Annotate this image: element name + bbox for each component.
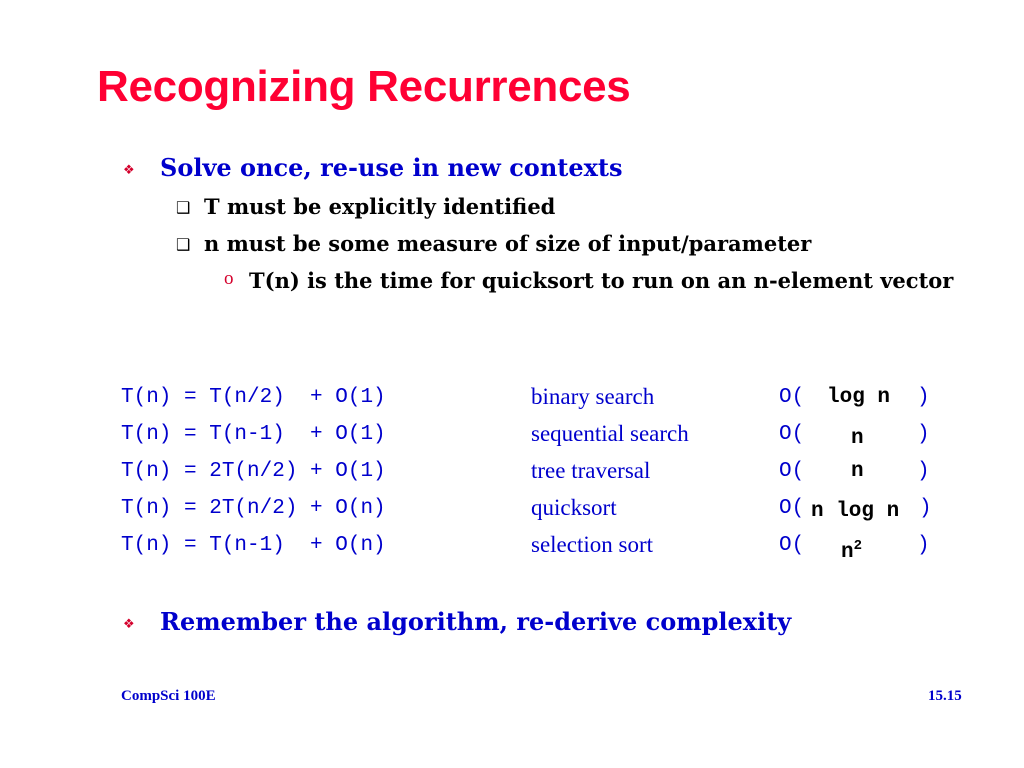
- bullet-remember-algorithm: Remember the algorithm, re-derive complexity: [160, 607, 792, 636]
- table-row: [0, 458, 1024, 494]
- algorithm-name: sequential search: [531, 421, 689, 446]
- algorithm-name: binary search: [531, 384, 655, 409]
- complexity: O( n log n ): [779, 497, 932, 523]
- bullet-quicksort-time: T(n) is the time for quicksort to run on an n-element vector: [249, 268, 954, 293]
- algorithm-name: tree traversal: [531, 458, 651, 483]
- bullet-solve-once: Solve once, re-use in new contexts: [160, 153, 623, 182]
- bullet-n-measure: n must be some measure of size of input/parameter: [204, 231, 812, 256]
- algorithm-name: selection sort: [531, 532, 653, 557]
- complexity: O( n ): [779, 423, 930, 450]
- table-row: [0, 384, 1024, 420]
- footer-course: CompSci 100E: [121, 688, 216, 704]
- table-row: [0, 532, 1024, 568]
- footer-page-number: 15.15: [928, 688, 962, 704]
- diamond-bullet-icon: ❖: [123, 163, 135, 178]
- table-row: [0, 495, 1024, 531]
- recurrence-formula: T(n) = T(n/2) + O(1): [121, 386, 386, 409]
- complexity: O( $n^2$ ): [779, 534, 930, 564]
- slide-title: Recognizing Recurrences: [97, 62, 631, 111]
- complexity: O( log n ): [779, 386, 930, 409]
- circle-bullet-icon: o: [224, 268, 234, 289]
- recurrence-formula: T(n) = 2T(n/2) + O(n): [121, 497, 386, 520]
- table-row: [0, 421, 1024, 457]
- recurrence-formula: T(n) = T(n-1) + O(1): [121, 423, 386, 446]
- diamond-bullet-icon: ❖: [123, 617, 135, 632]
- box-bullet-icon: ❑: [176, 198, 191, 217]
- algorithm-name: quicksort: [531, 495, 617, 520]
- bullet-t-identified: T must be explicitly identified: [204, 194, 556, 219]
- box-bullet-icon: ❑: [176, 235, 191, 254]
- recurrence-formula: T(n) = T(n-1) + O(n): [121, 534, 386, 557]
- recurrence-formula: T(n) = 2T(n/2) + O(1): [121, 460, 386, 483]
- complexity: O( n ): [779, 460, 930, 483]
